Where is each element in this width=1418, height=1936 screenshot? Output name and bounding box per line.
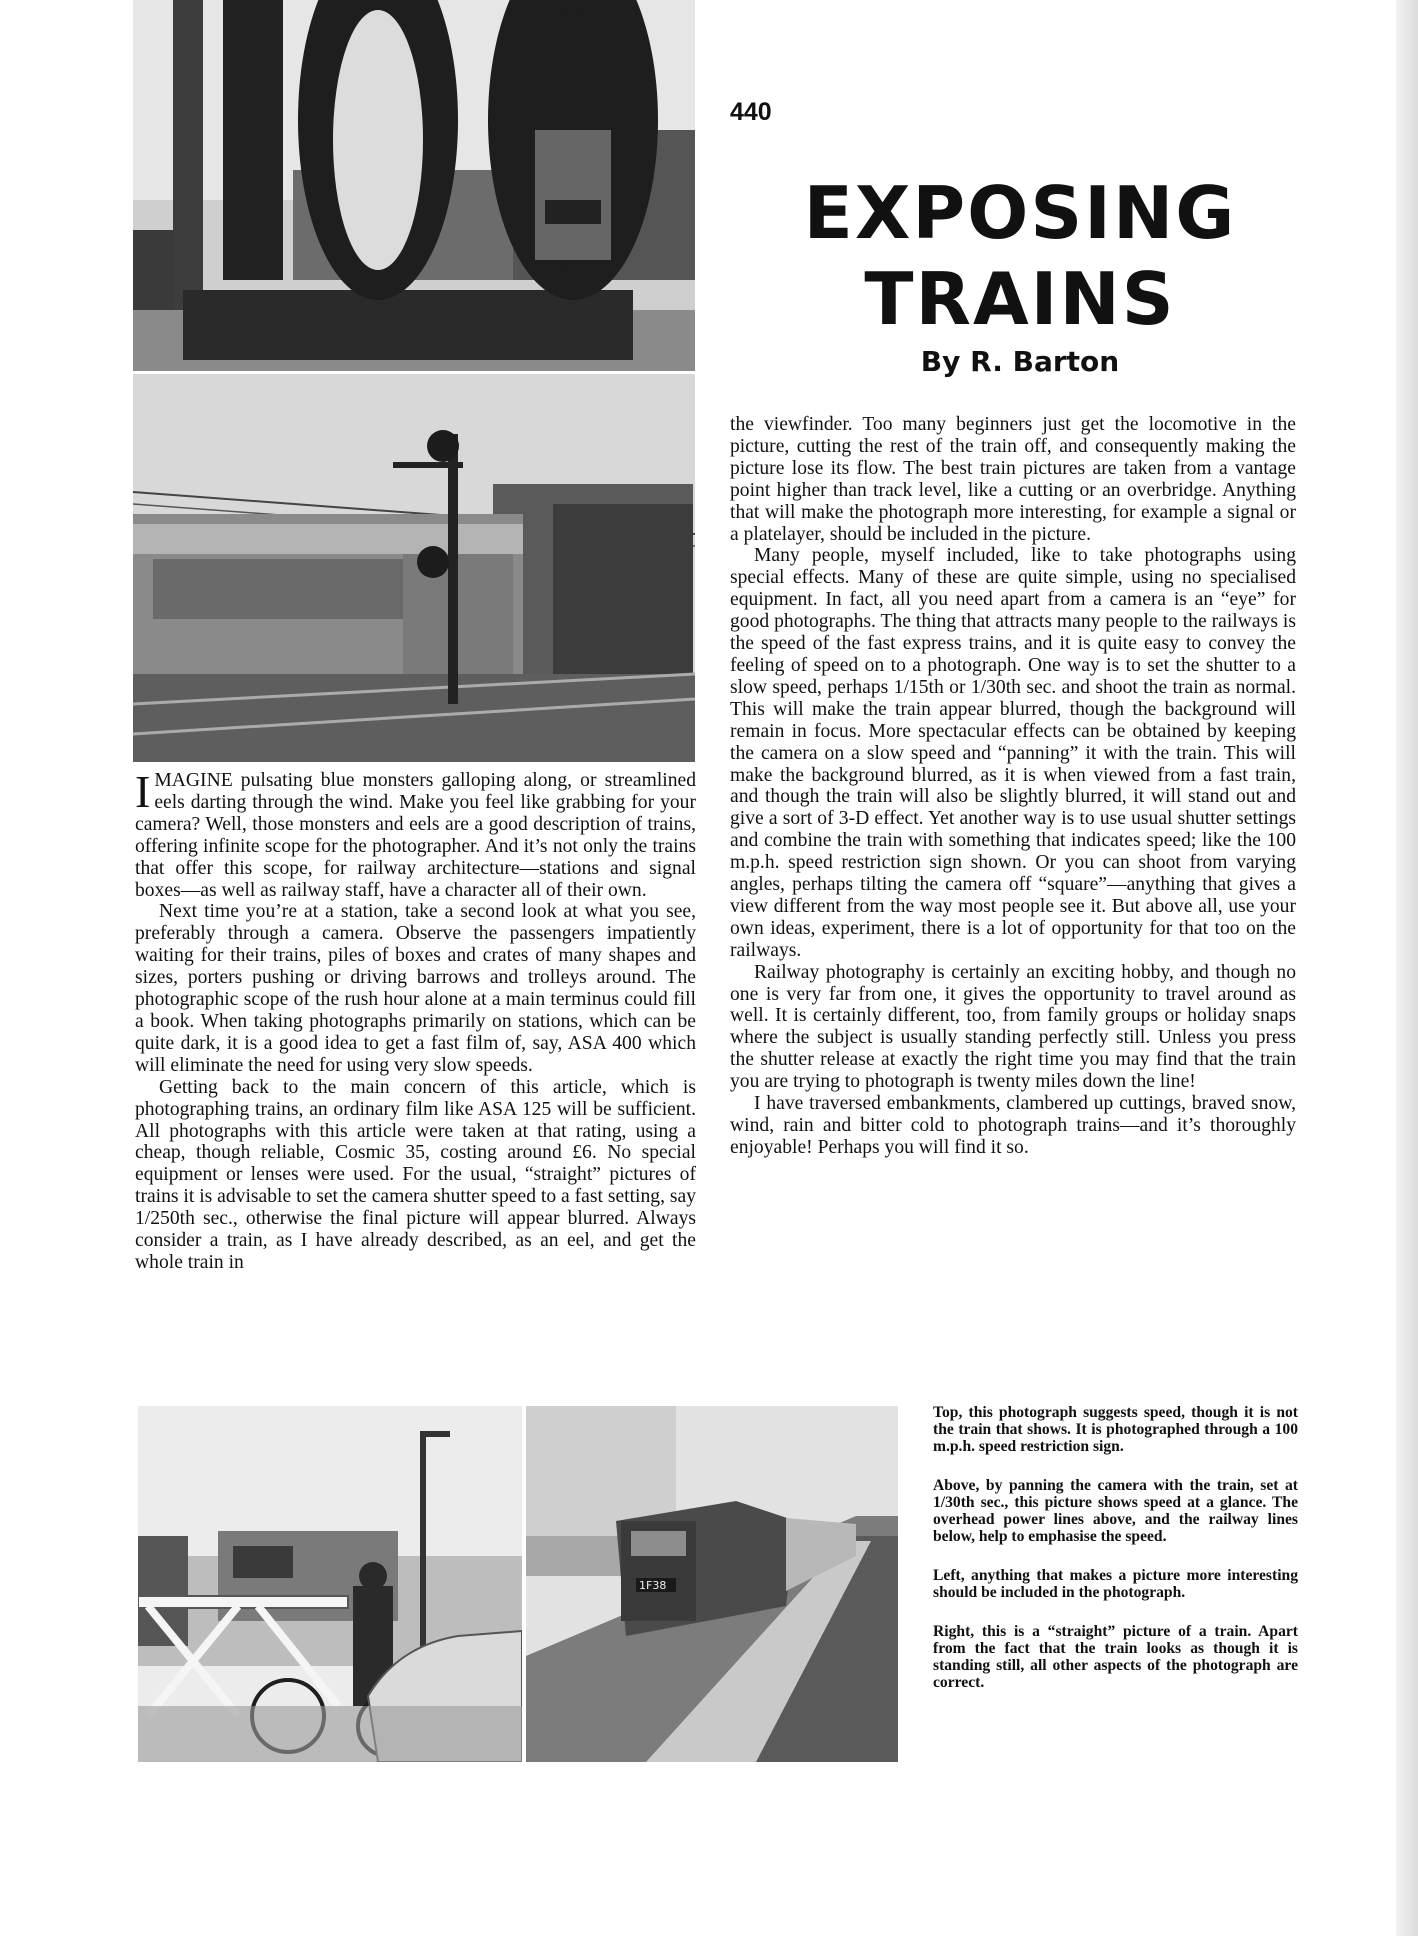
title-line-2: TRAINS — [864, 257, 1176, 341]
paragraph: Railway photography is certainly an exciting hobby, and though no one is very far from one, it gives the opportunity to travel around as well. It is certainly different, too, from family groups or holiday snaps where the subject is usually standing perfectly still. Unless you press the shutter release at exactly the right time you may find that the train you are trying to photograph is twenty miles down the line! — [730, 961, 1296, 1093]
photo-level-crossing — [138, 1406, 522, 1762]
paragraph: I have traversed embankments, clambered up cuttings, braved snow, wind, rain and bitter cold to photograph trains—and it’s thoroughly enjoyable! Perhaps you will find it so. — [730, 1093, 1296, 1158]
paragraph: the viewfinder. Too many beginners just get the locomotive in the picture, cutting the rest of the train off, and consequently making the picture lose its flow. The best train pictures are taken from a vantage point higher than track level, like a cutting or an overbridge. Anything that will make the photograph more interesting, for example a signal or a platelayer, should be included in the picture. — [730, 414, 1296, 545]
page-edge — [1396, 0, 1418, 1936]
paragraph: IMAGINE pulsating blue monsters galloping along, or streamlined eels darting through the wind. Make you feel like grabbing for your camera? Well, those monsters and eels are a good description of trains, offering infinite scope for the photographer. And it’s not only the trains that offer this scope, for railway architecture—stations and signal boxes—as well as railway staff, have a character all of their own. — [135, 766, 696, 901]
photo-straight-train — [526, 1406, 898, 1762]
photo-captions — [933, 1404, 1298, 1713]
right-column — [730, 414, 1296, 1159]
title-line-1: EXPOSING — [803, 171, 1237, 255]
paragraph: Next time you’re at a station, take a second look at what you see, preferably through a camera. Observe the passengers impatiently waiting for their trains, piles of boxes and crates of many shapes and sizes, porters pushing or driving barrows and trolleys around. The photographic scope of the rush hour alone at a main terminus could fill a book. When taking photographs primarily on stations, which can be quite dark, it is a good idea to get a fast film of, say, ASA 400 which will eliminate the need for using very slow speeds. — [135, 901, 696, 1076]
article-title — [780, 170, 1260, 342]
drop-cap: I — [135, 766, 151, 817]
loco-number: 1F38 — [639, 1579, 667, 1592]
caption-above: Above, by panning the camera with the train, set at 1/30th sec., this picture shows speed at a glance. The overhead power lines above, and the railway lines below, help to emphasise the speed. — [933, 1477, 1298, 1545]
caption-right: Right, this is a “straight” picture of a train. Apart from the fact that the train looks as though it is standing still, all other aspects of the photograph are correct. — [933, 1623, 1298, 1691]
photo-panning-train — [133, 374, 695, 762]
byline: By R. Barton — [920, 345, 1120, 378]
caption-top: Top, this photograph suggests speed, though it is not the train that shows. It is photographed through a 100 m.p.h. speed restriction sign. — [933, 1404, 1298, 1455]
photo-speed-sign — [133, 0, 695, 371]
paragraph: Getting back to the main concern of this article, which is photographing trains, an ordinary film like ASA 125 will be sufficient. All photographs with this article were taken at that rating, using a cheap, though reliable, Cosmic 35, costing around £6. No special equipment or lenses were used. For the usual, “straight” pictures of trains it is advisable to set the camera shutter speed to a fast setting, say 1/250th sec., otherwise the final picture will appear blurred. Always consider a train, as I have already described, as an eel, and get the whole train in — [135, 1076, 696, 1273]
left-column — [135, 766, 696, 1274]
page-number: 440 — [730, 98, 772, 126]
caption-left: Left, anything that makes a picture more interesting should be included in the photograph. — [933, 1567, 1298, 1601]
paragraph: Many people, myself included, like to take photographs using special effects. Many of these are quite simple, using no specialised equipment. In fact, all you need apart from a camera is an “eye” for good photographs. The thing that attracts many people to the railways is the speed of the fast express trains, and it is quite easy to convey the feeling of speed on to a photograph. One way is to set the shutter to a slow speed, perhaps 1/15th or 1/30th sec. and shoot the train as normal. This will make the train appear blurred, though the background will remain in focus. More spectacular effects can be obtained by keeping the camera on a slow speed and “panning” it with the train. This will make the background blurred, as it is when viewed from a fast train, and though the train will also be slightly blurred, it will stand out and give a sort of 3-D effect. Yet another way is to use usual shutter settings and combine the train with something that indicates speed; like the 100 m.p.h. speed restriction sign shown. Or you can shoot from varying angles, perhaps tilting the camera off “square”—anything that gives a view different from the way most people see it. But above all, use your own ideas, experiment, there is a lot of opportunity for that too on the railways. — [730, 545, 1296, 961]
